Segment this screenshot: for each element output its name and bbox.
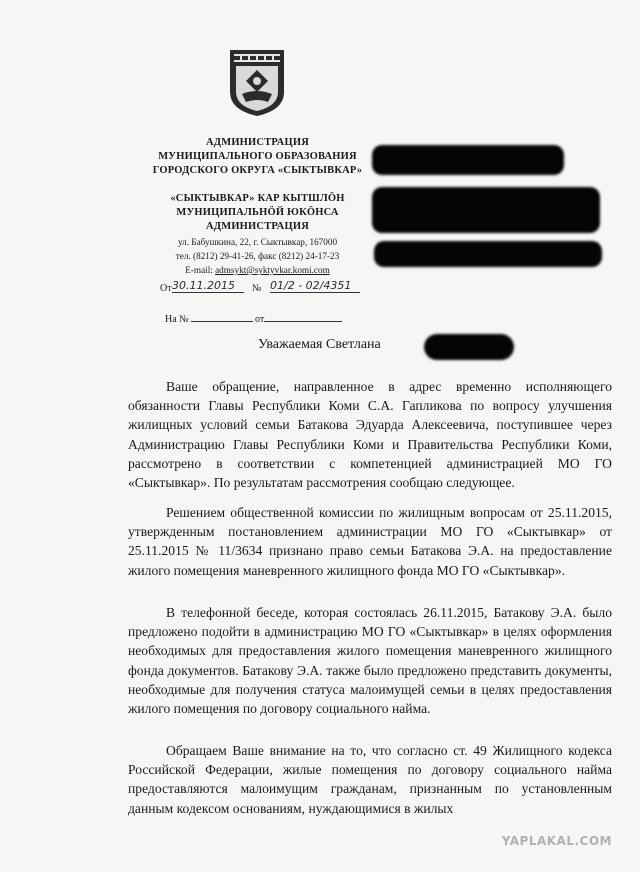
redaction-block-1: [372, 145, 564, 175]
reply-date-text: от: [255, 314, 265, 325]
org-name-komi: [150, 192, 365, 234]
number-label: №: [252, 283, 262, 294]
paragraph-2: Решением общественной комиссии по жилищным вопросам от 25.11.2015, утвержденным постановлением администрации МО ГО «Сыктывкар» от 25.11.2015 № 11/3634 признано право семьи Батакова Э.А. на предоставление жилого помещения маневренного жилищного фонда МО ГО «Сыктывкар».: [128, 505, 612, 578]
redaction-block-3: [374, 241, 602, 267]
org-name-komi-line3: АДМИНИСТРАЦИЯ: [206, 221, 309, 232]
org-name-ru: [150, 136, 365, 178]
email-label: E-mail:: [185, 265, 216, 275]
phones: тел. (8212) 29-41-26, факс (8212) 24-17-23: [175, 251, 340, 261]
org-name-ru-line2: МУНИЦИПАЛЬНОГО ОБРАЗОВАНИЯ: [158, 151, 357, 162]
redaction-name: [424, 334, 514, 360]
org-name-ru-line1: АДМИНИСТРАЦИЯ: [206, 137, 309, 148]
reply-date-blank: [264, 311, 342, 322]
org-name-komi-line2: МУНИЦИПАЛЬНӦЙ ЮКӦНСА: [176, 207, 339, 218]
address: ул. Бабушкина, 22, г. Сыктывкар, 167000: [177, 237, 338, 247]
email-line: [150, 263, 365, 277]
reply-to-label: [165, 311, 253, 325]
org-name-komi-line1: «СЫКТЫВКАР» КАР КЫТШЛӦН: [170, 193, 345, 204]
city-crest-icon: [228, 48, 286, 118]
org-name-ru-line3: ГОРОДСКОГО ОКРУГА «СЫКТЫВКАР»: [152, 165, 363, 176]
paragraph-3: В телефонной беседе, которая состоялась 26.11.2015, Батакову Э.А. было предложено подойти в администрацию МО ГО «Сыктывкар» в целях оформления необходимых для предоставления жилого помещения маневренного жилищного фонда документов. Батакову Э.А. также было предложено представить документы, необходимые для получения статуса малоимущей семьи в целях предоставления жилого помещения по договору социального найма.: [128, 605, 612, 717]
reply-to-text: На №: [165, 314, 189, 325]
salutation: Уважаемая Светлана: [258, 337, 381, 352]
reply-to-blank: [191, 311, 253, 322]
reply-date-label: [255, 311, 342, 325]
paragraph-4: Обращаем Ваше внимание на то, что согласно ст. 49 Жилищного кодекса Российской Федерации, жилые помещения по договору социального найма предоставляются малоимущим гражданам, признанным по установленным данным кодексом основаниям, нуждающимися в жилых: [128, 743, 612, 816]
email-link[interactable]: admsykt@syktyvkar.komi.com: [215, 265, 330, 275]
from-label: От: [160, 283, 172, 294]
handwritten-date: 30.11.2015: [172, 279, 244, 293]
paragraph-1: Ваше обращение, направленное в адрес временно исполняющего обязанности Главы Республики Коми С.А. Гапликова по вопросу улучшения жилищных условий семьи Батакова Эдуарда Алексеевича, поступившее через Администрацию Главы Республики Коми и Правительства Республики Коми, рассмотрено в соответствии с компетенцией администрацией МО ГО «Сыктывкар». По результатам рассмотрения сообщаю следующее.: [128, 379, 612, 491]
handwritten-number: 01/2 - 02/4351: [270, 279, 360, 293]
redaction-block-2: [372, 187, 600, 233]
contact-block: [150, 235, 365, 277]
site-watermark: YAPLAKAL.COM: [501, 834, 612, 848]
